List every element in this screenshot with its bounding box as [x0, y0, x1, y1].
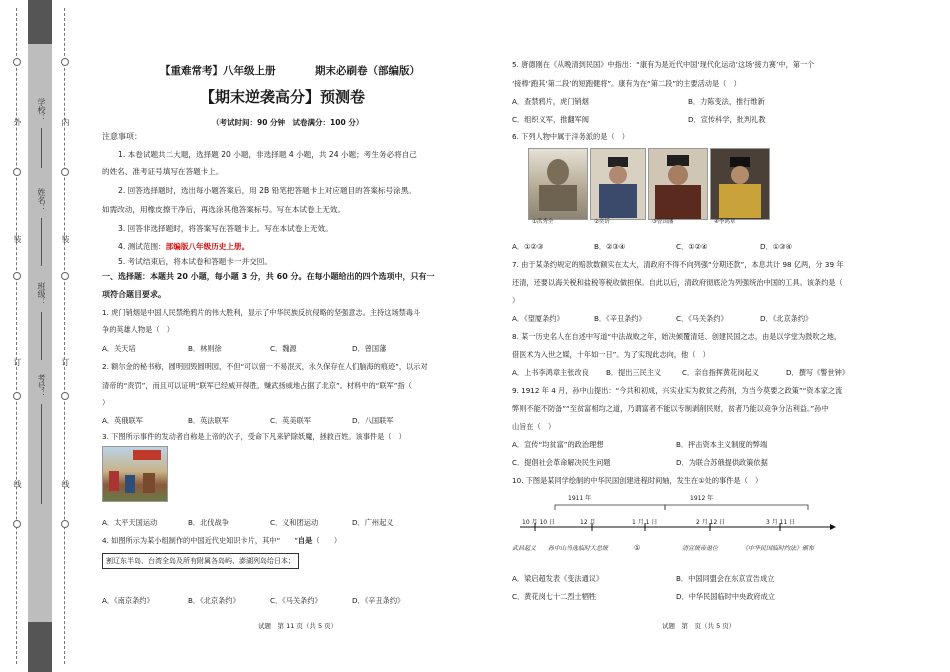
- q4-stem-text: 4. 如图所示为某小组制作的中国近代史知识卡片，其中“: [102, 536, 281, 545]
- timeline-date-mar11: 3 月 11 日: [766, 519, 796, 526]
- class-field[interactable]: [41, 312, 42, 360]
- bracket-1911: [555, 505, 665, 510]
- q5-option-c[interactable]: C．组织义军，推翻军阀: [512, 115, 589, 124]
- inner-dash-line: [64, 8, 65, 664]
- q1-option-a[interactable]: A．关天培: [102, 344, 136, 353]
- q7-stem-a: 7. 由于某条约规定的赔款数额实在太大，清政府不得不向列强“分期还款”，本息共计 98 亿两，分 39 年: [512, 260, 844, 269]
- school-label: 学校：: [37, 98, 46, 122]
- timeline-event-blank: ①: [634, 544, 641, 552]
- timeline-arrowhead: [830, 524, 836, 530]
- q8-option-c[interactable]: C．亲自指挥黄花岗起义: [682, 368, 759, 377]
- left-footer: 试题 第 11 页（共 5 页）: [258, 622, 338, 630]
- q5-option-a[interactable]: A．查禁鸦片，虎门销烟: [512, 97, 589, 106]
- head-shape: [731, 166, 749, 184]
- binding-strip: [0, 0, 82, 672]
- binding-hole: [61, 272, 69, 280]
- q9-stem-b: 弊则不能不防备”“至贫富相均之道，乃谓富者不能以专制剥削民财，贫者乃能以竞争分沾利益。”孙中: [512, 404, 829, 413]
- ding-label-inner: 订: [61, 358, 70, 366]
- q3-stem: 3. 下图所示事件的发动者自称是上帝的次子，受命下凡来铲除妖魔，拯救百姓。该事件是（ ）: [102, 432, 406, 441]
- exam-no-label: 考号：: [37, 374, 46, 398]
- figure-shape: [109, 471, 119, 491]
- binding-hole: [61, 168, 69, 176]
- exam-type: 期末必刷卷（部编版）: [315, 65, 420, 77]
- q6-option-a[interactable]: A．①②③: [512, 242, 544, 251]
- portrait-li-hongzhang: [710, 148, 770, 220]
- q3-option-d[interactable]: D．广州起义: [352, 518, 394, 527]
- q9-option-b[interactable]: B．抨击资本主义制度的弊端: [676, 440, 768, 449]
- q6-stem: 6. 下列人物中属于洋务派的是（ ）: [512, 132, 629, 141]
- q10-option-a[interactable]: A．梁启超发表《变法通议》: [512, 574, 604, 583]
- q4-stem-mid: ”: [294, 536, 298, 545]
- figure-shape: [143, 473, 155, 493]
- q1-option-b[interactable]: B．林则徐: [188, 344, 222, 353]
- binding-hole: [61, 58, 69, 66]
- q6-option-c[interactable]: C．①②④: [676, 242, 708, 251]
- timeline-event-wuchang: 武昌起义: [512, 545, 537, 552]
- time-score: （考试时间：90 分钟 试卷满分：100 分）: [212, 118, 364, 127]
- q2-option-b[interactable]: B．英法联军: [188, 416, 229, 425]
- q6-option-b[interactable]: B．②③④: [594, 242, 626, 251]
- binding-block-bottom: [28, 622, 52, 672]
- binding-hole: [61, 392, 69, 400]
- timeline-date-feb12: 2 月 12 日: [696, 519, 726, 526]
- binding-hole: [13, 520, 21, 528]
- q4-option-a[interactable]: A．《南京条约》: [102, 596, 154, 605]
- right-page: [510, 0, 920, 672]
- timeline-date-dec: 12 月: [580, 519, 596, 526]
- note-5: 5. 考试结束后，将本试卷和答题卡一并交回。: [118, 257, 272, 266]
- timeline-event-constitution: 《中华民国临时约法》颁布: [742, 545, 815, 552]
- q3-option-c[interactable]: C．义和团运动: [270, 518, 319, 527]
- note-1b: 的姓名、准考证号填写在答题卡上。: [102, 167, 224, 176]
- q9-option-a[interactable]: A．宣传“均贫富”的政治理想: [512, 440, 604, 449]
- q4-knowledge-card: 割辽东半岛、台湾全岛及所有附属各岛屿、澎湖列岛给日本；: [102, 553, 299, 569]
- timeline-date-jan1: 1 月 1 日: [632, 519, 658, 526]
- q5-stem-a: 5. 唐德刚在《从晚清到民国》中指出：“康有为是近代中国‘现代化运动’这场‘接力赛’中，第一个: [512, 60, 815, 69]
- xian-label-inner: 线: [61, 480, 70, 488]
- binding-block-top: [28, 0, 52, 44]
- binding-hole: [13, 58, 21, 66]
- taiping-illustration: [102, 446, 168, 502]
- q8-option-b[interactable]: B．提出三民主义: [606, 368, 662, 377]
- q3-option-a[interactable]: A．太平天国运动: [102, 518, 158, 527]
- q6-option-d[interactable]: D．①③④: [760, 242, 793, 251]
- exam-no-field[interactable]: [41, 404, 42, 504]
- q1-stem-a: 1. 虎门销烟是中国人民禁绝鸦片的伟大胜利，显示了中华民族反抗侵略的坚强意志。主持这场禁毒斗: [102, 308, 421, 317]
- head-shape: [609, 166, 627, 184]
- body-shape: [539, 185, 577, 211]
- exam-series: 【重难常考】八年级上册: [160, 65, 276, 77]
- outer-dash-line: [16, 8, 17, 664]
- name-label: 姓名：: [37, 188, 46, 212]
- banner-shape: [133, 450, 161, 460]
- q2-stem-c: ）: [102, 398, 110, 407]
- zhuang-label-inner: 装: [61, 235, 70, 243]
- binding-hole: [61, 520, 69, 528]
- portrait-yixin: [590, 148, 646, 220]
- q2-option-c[interactable]: C．英美联军: [270, 416, 311, 425]
- section1-line2: 项符合题目要求。: [102, 290, 166, 299]
- zhuang-label: 装: [13, 235, 22, 243]
- q4-stem: 4. 如图所示为某小组制作的中国近代史知识卡片，其中“ ”自是（ ）: [102, 536, 342, 545]
- timeline-event-abdication: 清宣统帝退位: [682, 545, 719, 552]
- q7-option-d[interactable]: D．《北京条约》: [760, 314, 813, 323]
- q7-option-b[interactable]: B．《辛丑条约》: [594, 314, 646, 323]
- note-4-prefix: 4. 测试范围：: [118, 242, 166, 251]
- right-footer: 试题 第 页（共 5 页）: [662, 622, 736, 630]
- left-page: [100, 0, 500, 672]
- note-2b: 如需改动，用橡皮擦干净后，再选涂其他答案标号。写在本试卷上无效。: [102, 205, 345, 214]
- q2-option-d[interactable]: D．八国联军: [352, 416, 394, 425]
- class-label: 班级：: [37, 282, 46, 306]
- outer-label: 外: [13, 118, 22, 126]
- q7-stem-b: 还清，还要以海关税和盐税等税收做担保。自此以后，清政府彻底沦为列强统治中国的工具。该条约是（: [512, 278, 843, 287]
- name-field[interactable]: [41, 218, 42, 266]
- timeline-date-oct10: 10 月 10 日: [522, 519, 555, 526]
- q9-option-c[interactable]: C．提倡社会革命解决民生问题: [512, 458, 611, 467]
- head-shape: [668, 165, 688, 185]
- q7-stem-c: ）: [512, 296, 520, 305]
- binding-hole: [13, 272, 21, 280]
- q6-caption-3: ③曾国藩: [652, 219, 674, 225]
- note-3: 3. 回答非选择题时，将答案写在答题卡上。写在本试卷上无效。: [118, 224, 333, 233]
- q5-stem-b: ‘接棒’跑其‘第二段’的短跑健将”。康有为在“第二段”的主要活动是（ ）: [512, 79, 741, 88]
- q6-caption-4: ④李鸿章: [714, 219, 736, 225]
- q1-stem-b: 争的英雄人物是（ ）: [102, 325, 174, 334]
- q10-option-d[interactable]: D．中华民国临时中央政府成立: [676, 592, 775, 601]
- q4-option-d[interactable]: D．《辛丑条约》: [352, 596, 405, 605]
- q8-stem-a: 8. 某一历史名人在自述中写道“中法战败之年，始决倾覆清廷、创建民国之志，由是以学堂为鼓吹之地，: [512, 332, 842, 341]
- q6-caption-2: ②奕䜣: [594, 219, 610, 225]
- q2-stem-b: 清帝的“责罚”，而且可以证明“联军已经威开得胜，赚武扬威地占据了北京”。材料中的“联军”指（: [102, 381, 412, 390]
- head-shape: [547, 159, 569, 185]
- q9-stem-c: 山旨在（ ）: [512, 422, 556, 431]
- q4-option-b[interactable]: B．《北京条约》: [188, 596, 240, 605]
- q10-option-b[interactable]: B．中国同盟会在东京宣告成立: [676, 574, 775, 583]
- body-shape: [655, 185, 701, 219]
- timeline-year-1911: 1911 年: [568, 495, 592, 502]
- q9-stem-a: 9. 1912 年 4 月，孙中山提出：“今共和初成，兴实业实为救贫之药剂，为当今莫要之政策”“资本家之流: [512, 386, 843, 395]
- q4-option-c[interactable]: C．《马关条约》: [270, 596, 322, 605]
- note-4-range: 部编版八年级历史上册。: [165, 242, 250, 251]
- section1-line1: 一、选择题：本题共 20 小题，每小题 3 分，共 60 分。在每小题给出的四个选项中，只有一: [102, 272, 435, 281]
- bracket-1912: [665, 505, 808, 510]
- body-shape: [719, 184, 761, 218]
- q1-option-d[interactable]: D．曾国藩: [352, 344, 387, 353]
- q8-stem-b: 借医术为入世之媒，十年如一日”。为了实现此志向，他（ ）: [512, 350, 710, 359]
- body-shape: [599, 184, 637, 218]
- q4-stem-tail: 自是: [297, 536, 313, 545]
- portrait-zeng-guofan: [648, 148, 708, 220]
- note-2a: 2. 回答选择题时，选出每小题答案后，用 2B 铅笔把答题卡上对应题目的答案标号涂黑。: [118, 186, 416, 195]
- school-field[interactable]: [41, 128, 42, 168]
- note-1a: 1. 本卷试题共二大题，选择题 20 小题，非选择题 4 小题，共 24 小题；考生务必将自己: [118, 150, 417, 159]
- q2-option-a[interactable]: A．英俄联军: [102, 416, 143, 425]
- timeline-event-sun-elected: 孙中山当选临时大总统: [548, 545, 609, 552]
- timeline-year-1912: 1912 年: [690, 495, 714, 502]
- notes-heading: 注意事项：: [102, 132, 142, 141]
- q10-option-c[interactable]: C．黄花岗七十二烈士牺牲: [512, 592, 597, 601]
- portrait-hong-xiuquan: [528, 148, 588, 220]
- xian-label: 线: [13, 480, 22, 488]
- note-4: [118, 242, 249, 251]
- q9-option-d[interactable]: D．为联合苏俄提供政策依据: [676, 458, 768, 467]
- binding-hole: [13, 168, 21, 176]
- q10-stem: 10. 下图是某同学绘制的中华民国创建进程时间轴，发生在①处的事件是（ ）: [512, 476, 763, 485]
- q5-option-b[interactable]: B．力陈变法，推行维新: [688, 97, 765, 106]
- q2-stem-a: 2. 额尔金的秘书称，圆明园毁圆明园，不但“可以留一不易泯灭，永久保存在人们脑海的痕迹”，以示对: [102, 362, 428, 371]
- q1-option-c[interactable]: C．魏源: [270, 344, 297, 353]
- q8-option-a[interactable]: A．上书李鸿章主张改良: [512, 368, 589, 377]
- timeline-diagram: [510, 500, 850, 540]
- exam-title: 【期末逆袭高分】预测卷: [200, 88, 366, 106]
- q5-option-d[interactable]: D．宣传科学，批判礼教: [688, 115, 766, 124]
- inner-label: 内: [61, 118, 70, 126]
- q8-option-d[interactable]: D．撰写《警世钟》: [786, 368, 850, 377]
- ding-label: 订: [13, 358, 22, 366]
- q6-caption-1: ①洪秀全: [532, 219, 554, 225]
- q3-option-b[interactable]: B．北伐战争: [188, 518, 229, 527]
- figure-shape: [125, 475, 135, 493]
- binding-hole: [13, 392, 21, 400]
- q7-option-a[interactable]: A．《望厦条约》: [512, 314, 564, 323]
- q7-option-c[interactable]: C．《马关条约》: [676, 314, 728, 323]
